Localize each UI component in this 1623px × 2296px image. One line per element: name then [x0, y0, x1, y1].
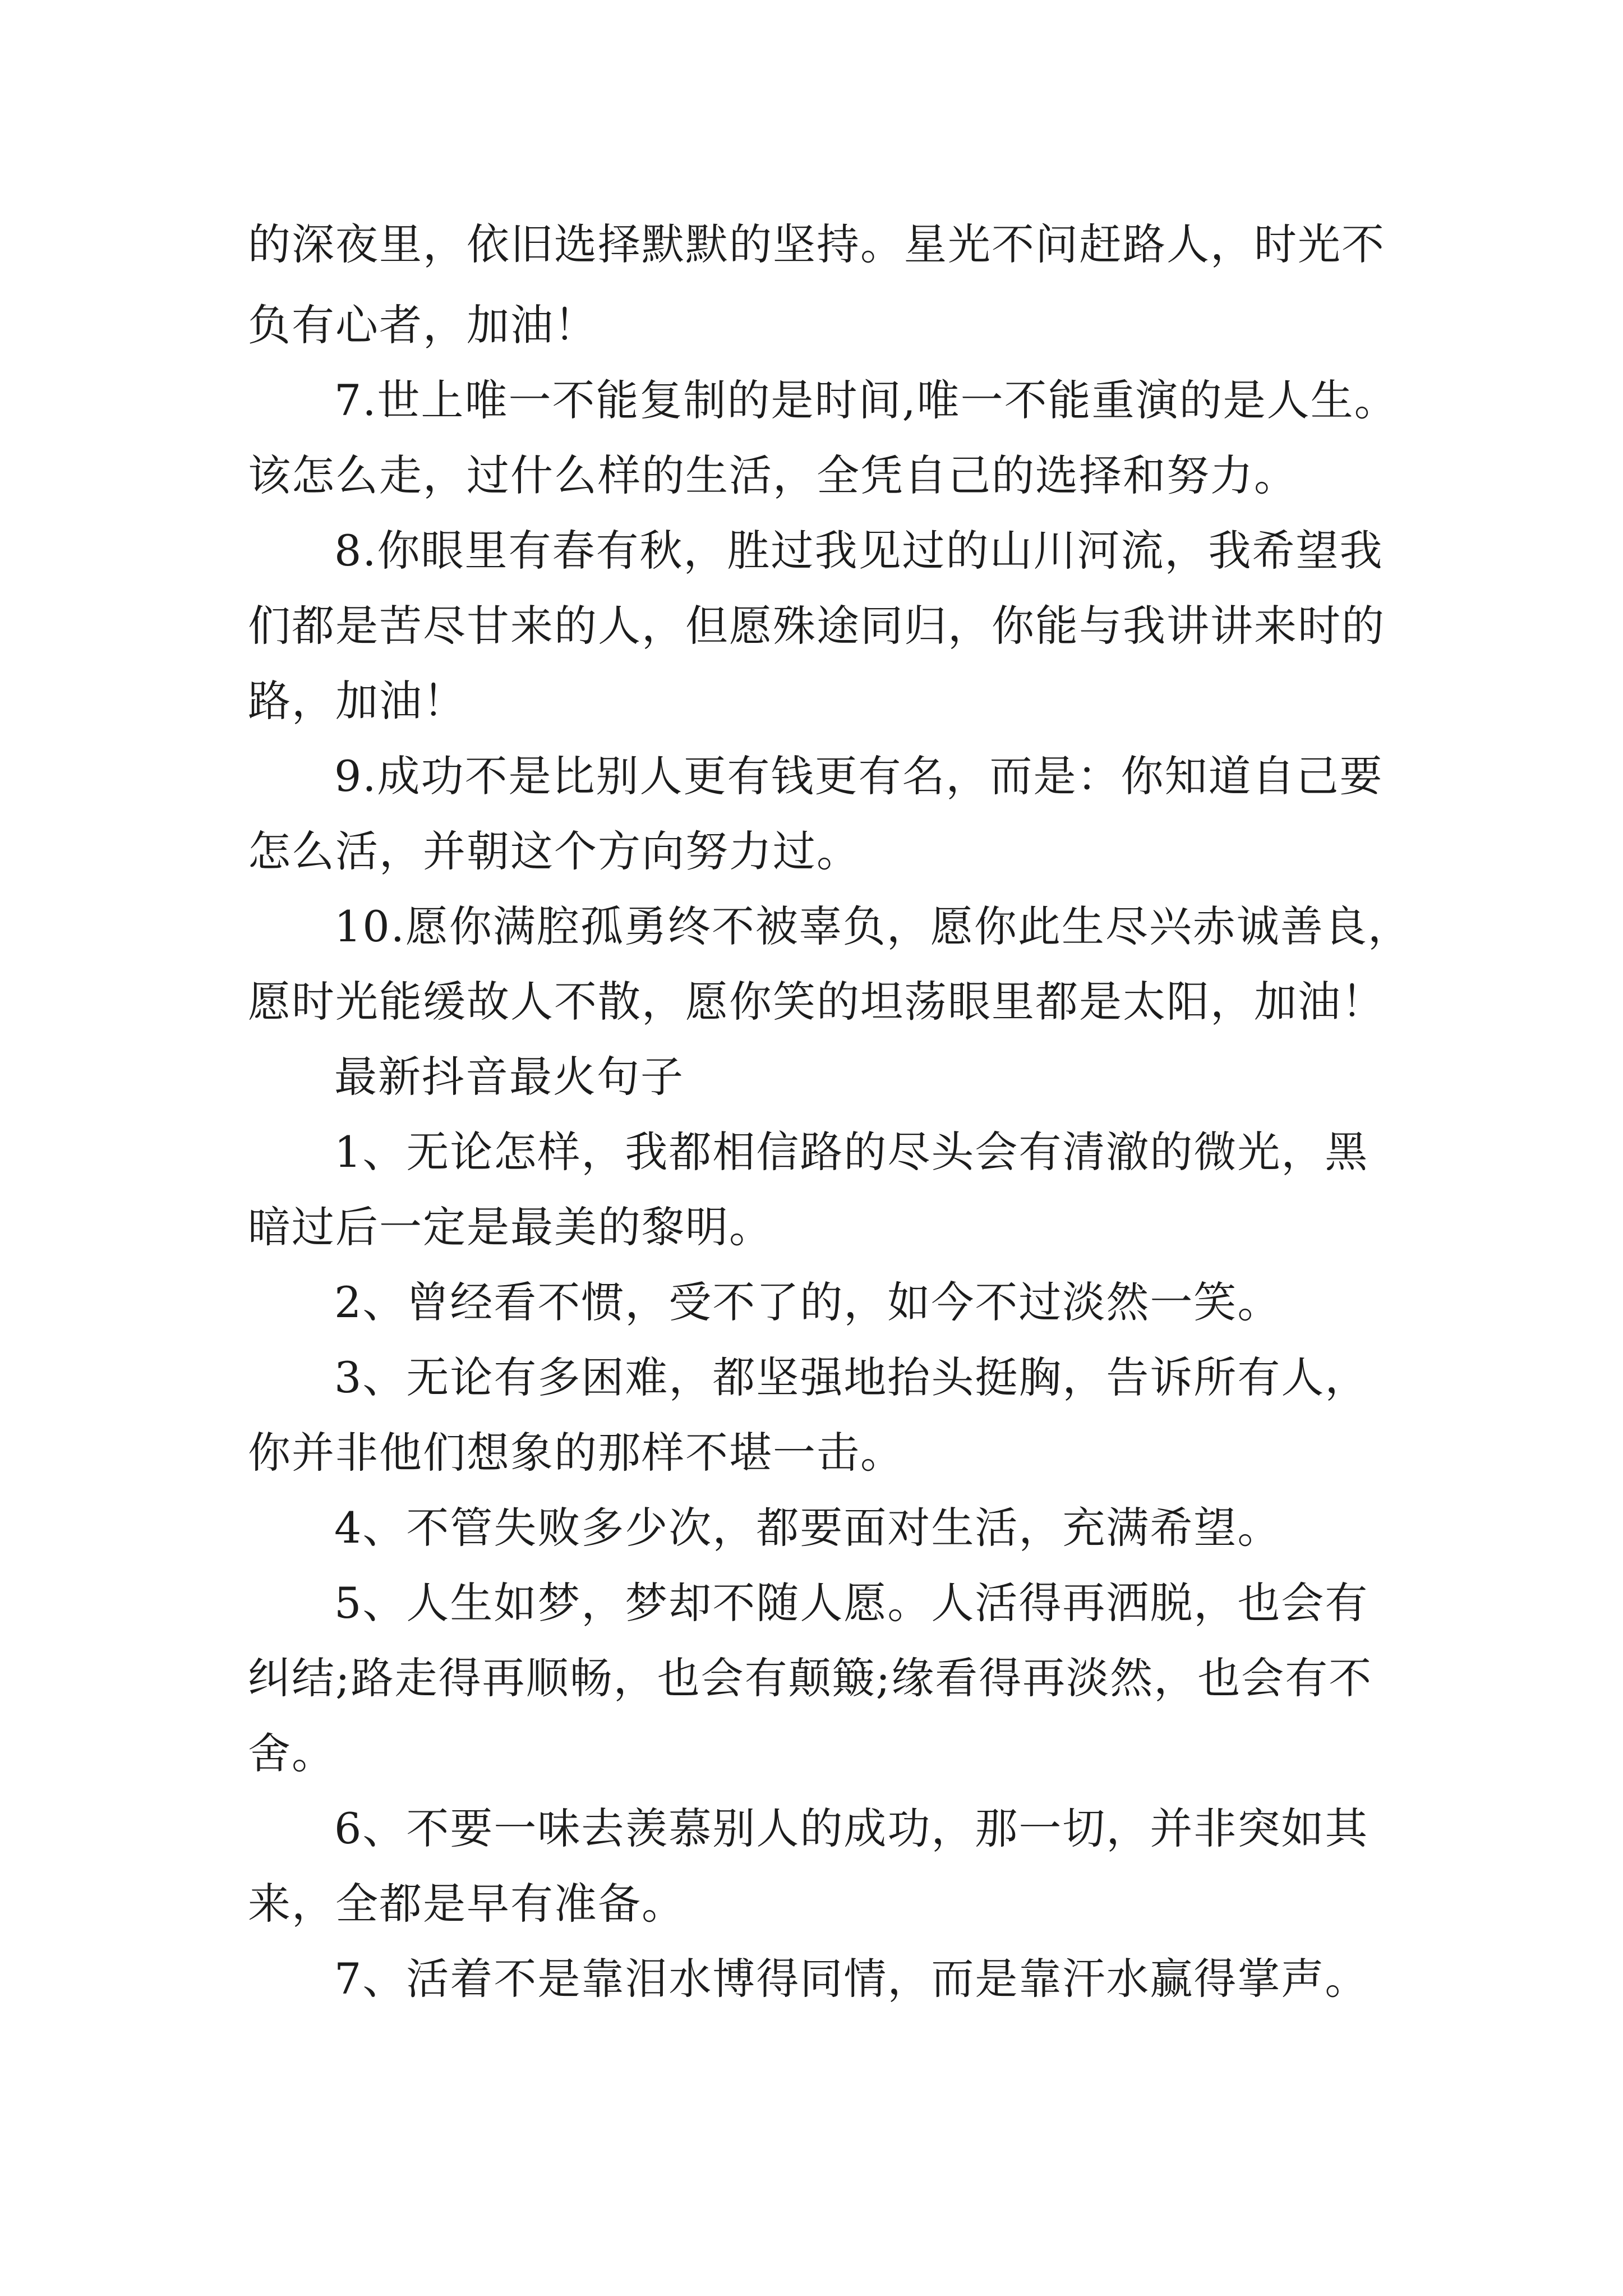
text-line: 路，加油！ — [248, 676, 467, 726]
text-line: 5、人生如梦，梦却不随人愿。人活得再洒脱，也会有 — [334, 1578, 1369, 1628]
text-line: 暗过后一定是最美的黎明。 — [248, 1202, 773, 1252]
text-line: 们都是苦尽甘来的人，但愿殊途同归，你能与我讲讲来时的 — [248, 601, 1385, 651]
text-line: 愿时光能缓故人不散，愿你笑的坦荡眼里都是太阳，加油！ — [248, 977, 1385, 1027]
text-line: 9.成功不是比别人更有钱更有名，而是：你知道自己要 — [334, 751, 1384, 801]
text-line: 6、不要一味去羡慕别人的成功，那一切，并非突如其 — [334, 1803, 1369, 1853]
text-line: 舍。 — [248, 1728, 335, 1778]
text-line: 4、不管失败多少次，都要面对生活，充满希望。 — [334, 1503, 1281, 1553]
text-line: 你并非他们想象的那样不堪一击。 — [248, 1428, 904, 1478]
text-line: 7.世上唯一不能复制的是时间,唯一不能重演的是人生。 — [334, 375, 1398, 425]
text-line: 8.你眼里有春有秋，胜过我见过的山川河流，我希望我 — [334, 526, 1384, 576]
text-line: 10.愿你满腔孤勇终不被辜负，愿你此生尽兴赤诚善良， — [334, 901, 1412, 951]
text-line: 负有心者，加油！ — [248, 300, 598, 350]
text-line: 2、曾经看不惯，受不了的，如今不过淡然一笑。 — [334, 1277, 1281, 1327]
text-line: 7、活着不是靠泪水博得同情，而是靠汗水赢得掌声。 — [334, 1954, 1369, 2004]
text-line: 来，全都是早有准备。 — [248, 1879, 685, 1929]
text-line: 1、无论怎样，我都相信路的尽头会有清澈的微光，黑 — [334, 1127, 1369, 1177]
text-line: 该怎么走，过什么样的生活，全凭自己的选择和努力。 — [248, 450, 1298, 500]
text-line: 3、无论有多困难，都坚强地抬头挺胸，告诉所有人， — [334, 1352, 1369, 1402]
text-line: 纠结;路走得再顺畅，也会有颠簸;缘看得再淡然，也会有不 — [248, 1653, 1373, 1703]
section-heading: 最新抖音最火句子 — [334, 1052, 684, 1102]
text-line: 怎么活，并朝这个方向努力过。 — [248, 826, 860, 876]
text-line: 的深夜里，依旧选择默默的坚持。星光不问赶路人，时光不 — [248, 219, 1385, 269]
